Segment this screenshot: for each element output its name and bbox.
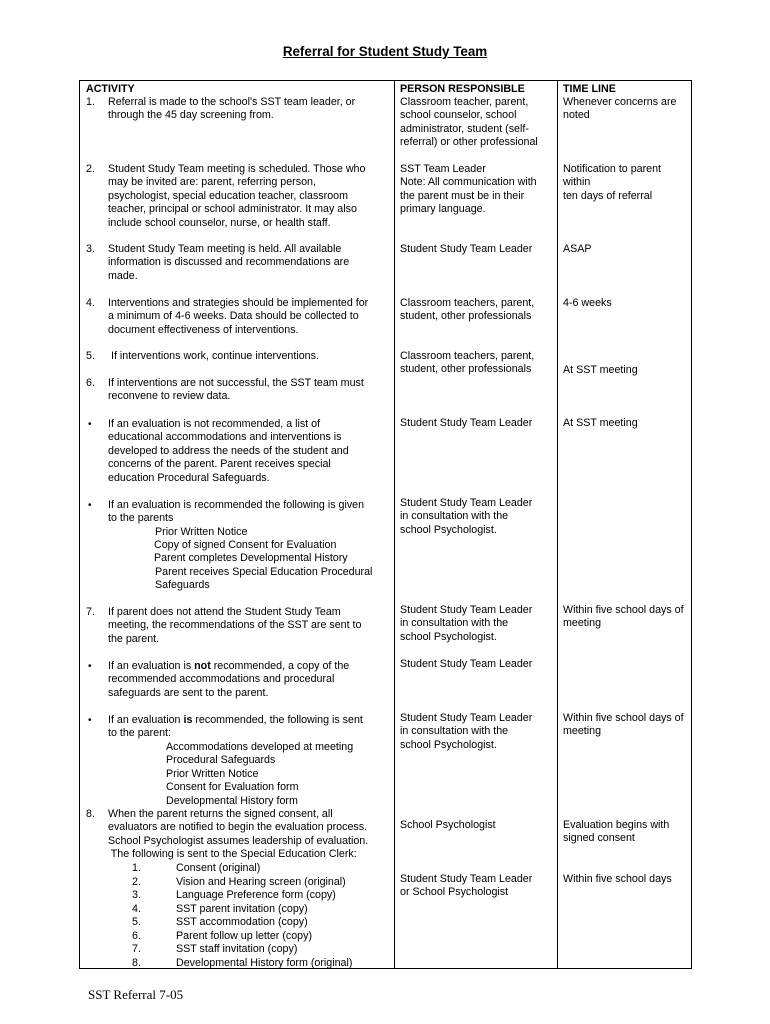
bullet-marker: •: [88, 419, 92, 430]
clerk-list-number: 2.: [132, 876, 141, 888]
clerk-list-item: SST accommodation (copy): [176, 916, 308, 928]
sublist-item: Copy of signed Consent for Evaluation: [154, 539, 337, 551]
clerk-time: Within five school days: [563, 873, 672, 885]
row-marker: 8.: [86, 808, 95, 820]
header-activity: ACTIVITY: [86, 83, 135, 95]
row-person: Student Study Team Leader in consultation with the school Psychologist.: [400, 712, 533, 751]
sublist-item: Parent completes Developmental History: [154, 552, 348, 564]
row-time: Whenever concerns are noted: [563, 96, 677, 122]
clerk-list-item: SST staff invitation (copy): [176, 943, 298, 955]
row-time: 4-6 weeks: [563, 297, 612, 309]
clerk-list-item: Language Preference form (copy): [176, 889, 336, 901]
column-divider: [394, 81, 395, 968]
row-activity: If interventions are not successful, the SST team must reconvene to review data.: [108, 377, 364, 403]
activity-text: If an evaluation is: [108, 660, 195, 672]
clerk-list-number: 8.: [132, 957, 141, 969]
activity-text: If an evaluation: [108, 714, 184, 726]
row-person: Student Study Team Leader in consultation with the school Psychologist.: [400, 497, 533, 536]
row-person: Student Study Team Leader: [400, 417, 533, 429]
row-person: Classroom teachers, parent, student, other professionals: [400, 350, 535, 376]
column-divider: [557, 81, 558, 968]
row-activity: Interventions and strategies should be implemented for a minimum of 4-6 weeks. Data should be collected to document effectiveness of interventions.: [108, 297, 369, 336]
sublist-item: Prior Written Notice: [155, 526, 248, 538]
row-activity: If parent does not attend the Student Study Team meeting, the recommendations of the SST are sent to the parent.: [108, 606, 362, 645]
header-person: PERSON RESPONSIBLE: [400, 83, 525, 95]
activity-text: recommended, the following is sent to the parent:: [108, 714, 363, 740]
row-marker: 4.: [86, 297, 95, 309]
row-person: Student Study Team Leader in consultation with the school Psychologist.: [400, 604, 533, 643]
activity-emphasis: not: [194, 660, 211, 672]
row-marker: 6.: [86, 377, 95, 389]
row-person: School Psychologist: [400, 819, 496, 831]
row-activity: Referral is made to the school's SST team leader, or through the 45 day screening from.: [108, 96, 356, 122]
clerk-list-number: 7.: [132, 943, 141, 955]
row-marker: 3.: [86, 243, 95, 255]
clerk-list-number: 5.: [132, 916, 141, 928]
row-marker: 1.: [86, 96, 95, 108]
row-activity: When the parent returns the signed consent, all evaluators are notified to begin the evaluation process. School Psychologist assumes leadership of evaluation. The following is sent to the Special Education Clerk:: [108, 808, 369, 861]
clerk-person: Student Study Team Leader or School Psychologist: [400, 873, 533, 899]
row-marker: 5.: [86, 350, 95, 362]
clerk-list-item: Consent (original): [176, 862, 261, 874]
row-person: Student Study Team Leader: [400, 658, 533, 670]
sublist-item: Consent for Evaluation form: [166, 781, 299, 793]
clerk-list-item: Vision and Hearing screen (original): [176, 876, 346, 888]
row-activity: If an evaluation is not recommended, a list of educational accommodations and interventions is developed to address the needs of the student and concerns of the parent. Parent receives special education Procedural Safeguards.: [108, 418, 349, 484]
row-time: Evaluation begins with signed consent: [563, 819, 670, 845]
activity-emphasis: is: [183, 714, 193, 726]
clerk-list-number: 1.: [132, 862, 141, 874]
row-activity: If an evaluation is recommended the following is given to the parents: [108, 499, 365, 525]
row-time: At SST meeting: [563, 417, 638, 429]
row-activity: Student Study Team meeting is held. All available information is discussed and recommendations are made.: [108, 243, 350, 282]
row-time: Within five school days of meeting: [563, 604, 684, 630]
row-time: At SST meeting: [563, 364, 638, 376]
row-time: ASAP: [563, 243, 592, 255]
sublist-item: Accommodations developed at meeting: [166, 741, 354, 753]
header-time: TIME LINE: [563, 83, 616, 95]
page-title: Referral for Student Study Team: [282, 44, 488, 59]
row-person: Classroom teachers, parent, student, other professionals: [400, 297, 535, 323]
sublist-item: Prior Written Notice: [166, 768, 259, 780]
row-activity: [108, 660, 349, 700]
clerk-list-item: Developmental History form (original): [176, 957, 353, 969]
clerk-list-number: 3.: [132, 889, 141, 901]
sublist-item: Parent receives Special Education Procedural Safeguards: [155, 566, 373, 592]
row-time: Notification to parent within ten days of referral: [563, 163, 662, 202]
row-marker: 7.: [86, 606, 95, 618]
row-activity: Student Study Team meeting is scheduled. Those who may be invited are: parent, referring person, psychologist, special education teacher, classroom teacher, principal or school administrator. It may also include school counselor, nurse, or health staff.: [108, 163, 366, 229]
row-activity: [108, 714, 363, 741]
clerk-list-number: 4.: [132, 903, 141, 915]
bullet-marker: •: [88, 661, 92, 672]
row-marker: 2.: [86, 163, 95, 175]
bullet-marker: •: [88, 500, 92, 511]
row-person: SST Team Leader Note: All communication with the parent must be in their primary language.: [400, 163, 537, 216]
row-activity: If interventions work, continue interventions.: [108, 350, 319, 362]
sublist-item: Procedural Safeguards: [166, 754, 276, 766]
bullet-marker: •: [88, 715, 92, 726]
activity-text: recommended, a copy of the recommended accommodations and procedural safeguards are sent to the parent.: [108, 660, 350, 699]
row-time: Within five school days of meeting: [563, 712, 684, 738]
clerk-list-item: SST parent invitation (copy): [176, 903, 308, 915]
row-person: Classroom teacher, parent, school counselor, school administrator, student (self- referral) or other professional: [400, 96, 538, 149]
referral-table: [79, 80, 692, 969]
footer-label: SST Referral 7-05: [88, 987, 184, 1002]
sublist-item: Developmental History form: [166, 795, 298, 807]
clerk-list-item: Parent follow up letter (copy): [176, 930, 313, 942]
clerk-list-number: 6.: [132, 930, 141, 942]
row-person: Student Study Team Leader: [400, 243, 533, 255]
